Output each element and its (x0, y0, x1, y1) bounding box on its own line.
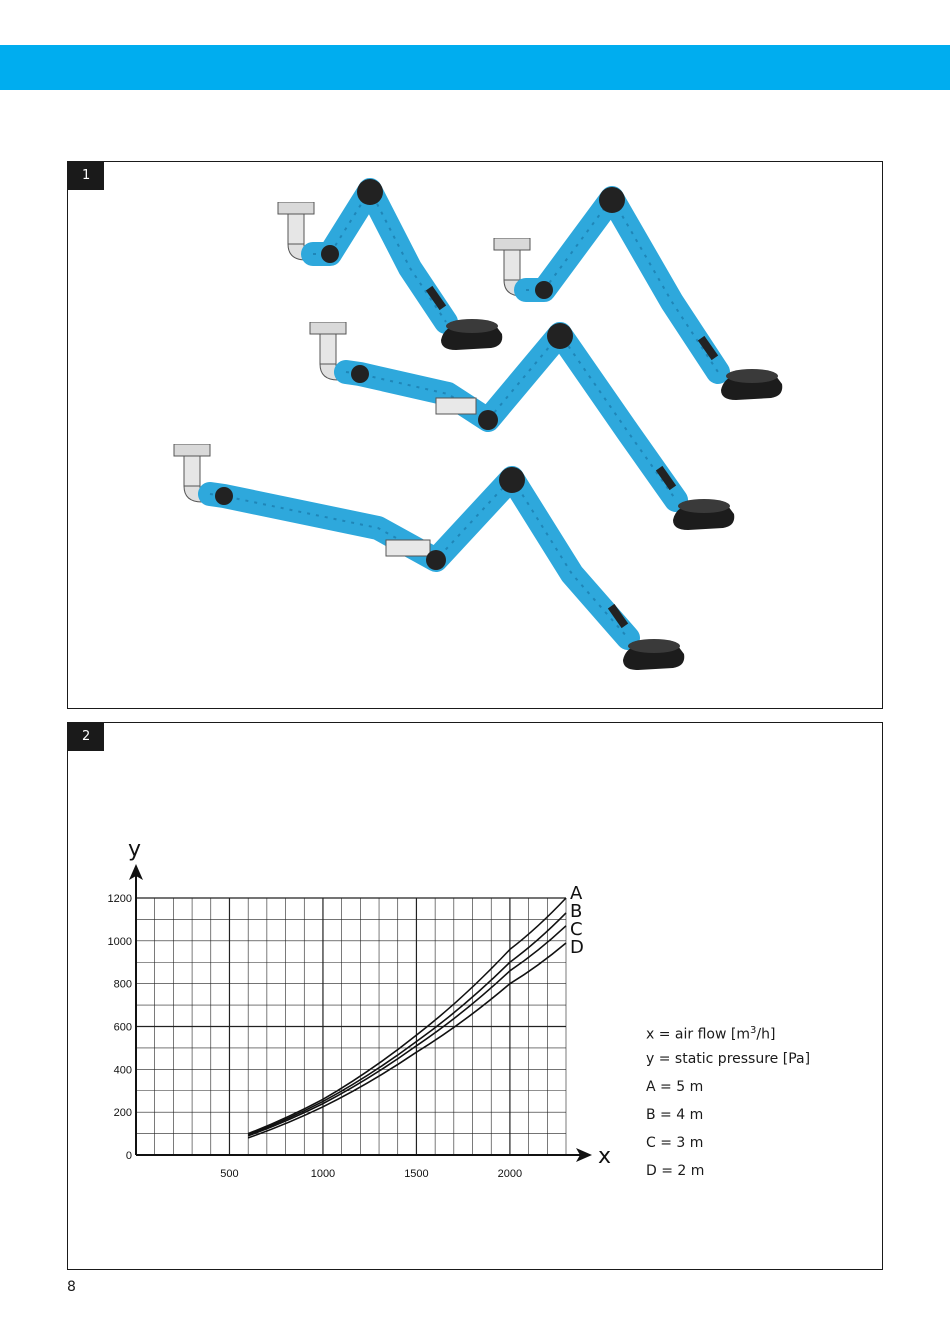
x-tick-label: 500 (220, 1168, 239, 1180)
y-tick-label: 800 (113, 978, 132, 991)
figure-2-panel (67, 722, 883, 1270)
series-line-b (248, 913, 566, 1135)
extraction-arms-illustration (68, 162, 884, 710)
y-axis-label: y (128, 837, 142, 862)
figure-1-number: 1 (68, 162, 104, 190)
y-tick-label: 400 (113, 1064, 132, 1077)
legend-line-b: B = 4 m (646, 1107, 704, 1123)
legend-line-a: A = 5 m (646, 1079, 704, 1095)
legend-line-c: C = 3 m (646, 1135, 704, 1151)
x-tick-label: 1500 (404, 1168, 429, 1180)
pressure-flow-chart (68, 723, 884, 1271)
series-label-b: B (570, 901, 583, 922)
series-label-a: A (570, 883, 583, 904)
arm-4 (174, 444, 684, 670)
y-tick-label: 1000 (107, 935, 132, 948)
page-number: 8 (67, 1279, 76, 1295)
series-label-c: C (570, 919, 583, 940)
header-bar (0, 45, 950, 90)
series-line-a (248, 898, 566, 1134)
y-tick-label: 1200 (107, 893, 132, 905)
series-line-d (248, 943, 566, 1138)
chart-legend (646, 1017, 866, 1185)
legend-line-y: y = static pressure [Pa] (646, 1051, 811, 1067)
x-tick-label: 2000 (497, 1168, 523, 1180)
legend-line-d: D = 2 m (646, 1163, 705, 1179)
x-tick-label: 1000 (310, 1168, 336, 1180)
figure-2-number: 2 (68, 723, 104, 751)
x-axis-label: x (598, 1144, 612, 1169)
y-tick-label: 0 (125, 1150, 132, 1162)
y-tick-label: 200 (113, 1107, 132, 1120)
series-line-c (248, 926, 566, 1136)
legend-line-x: x = air flow $[m^3/h]$ (646, 1025, 776, 1043)
figure-1-panel (67, 161, 883, 709)
series-label-d: D (570, 937, 584, 958)
y-tick-label: 600 (113, 1021, 132, 1034)
